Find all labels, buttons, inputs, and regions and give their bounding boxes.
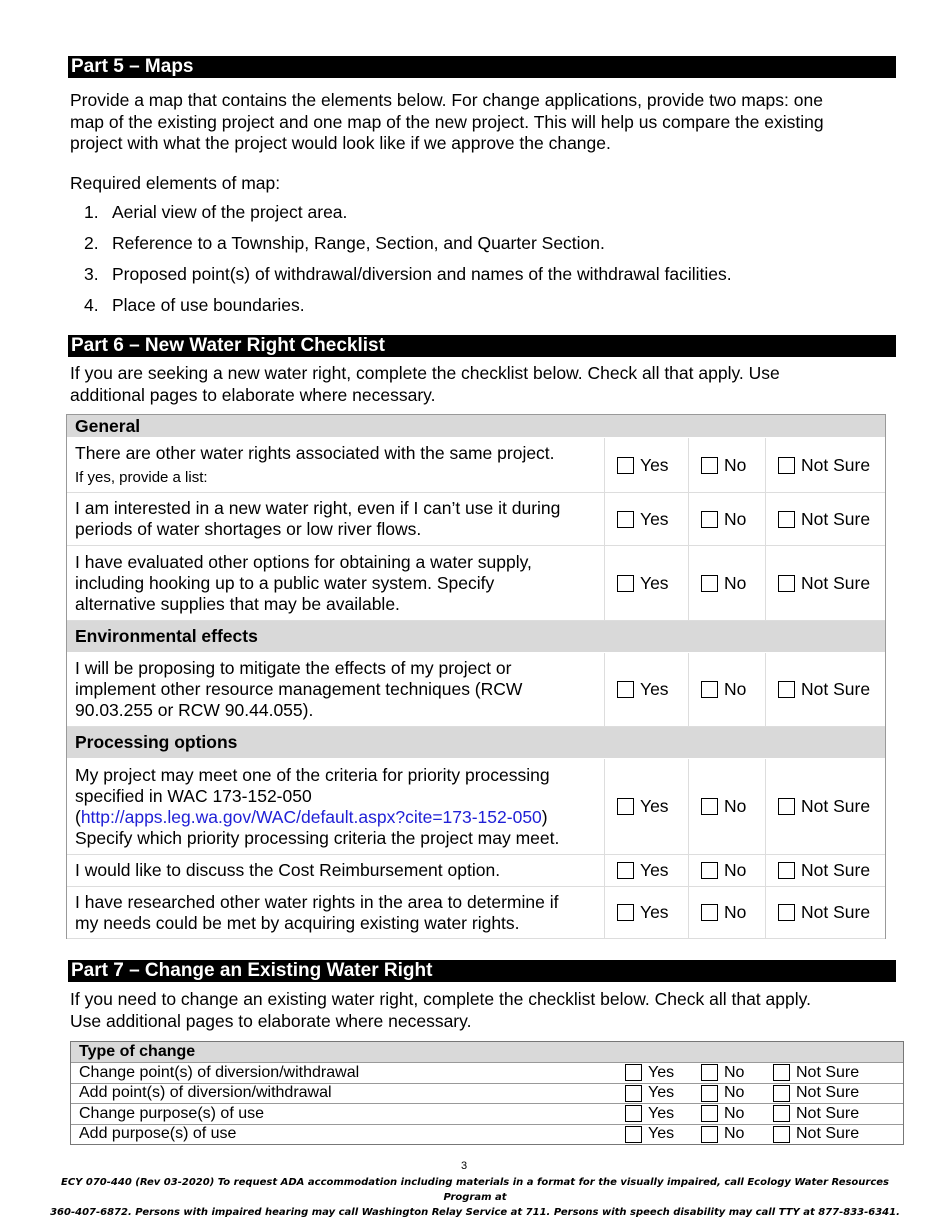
yes-checkbox[interactable] <box>625 1105 642 1122</box>
yes-option[interactable]: Yes <box>605 653 689 726</box>
yes-checkbox[interactable] <box>625 1126 642 1143</box>
not-sure-checkbox[interactable] <box>773 1085 790 1102</box>
yes-checkbox[interactable] <box>617 575 634 592</box>
yes-option[interactable]: Yes <box>605 493 689 545</box>
not-sure-checkbox[interactable] <box>778 575 795 592</box>
list-item: 4. Place of use boundaries. <box>84 295 305 315</box>
yes-checkbox[interactable] <box>625 1085 642 1102</box>
yes-checkbox[interactable] <box>617 798 634 815</box>
not-sure-checkbox[interactable] <box>778 511 795 528</box>
environmental-effects-header: Environmental effects <box>67 621 885 653</box>
part7-title: Part 7 – Change an Existing Water Right <box>68 960 896 982</box>
not-sure-option[interactable]: Not Sure <box>766 759 885 854</box>
not-sure-option[interactable]: Not Sure <box>766 653 885 726</box>
yes-checkbox[interactable] <box>625 1064 642 1081</box>
not-sure-option[interactable]: Not Sure <box>766 493 885 545</box>
yes-option[interactable]: Yes <box>615 1064 699 1082</box>
change-water-right-checklist <box>70 1041 904 1145</box>
list-item: 2. Reference to a Township, Range, Section, and Quarter Section. <box>84 233 605 253</box>
yes-option[interactable]: Yes <box>605 855 689 886</box>
processing-options-header: Processing options <box>67 727 885 759</box>
part5-intro-line: map of the existing project and one map of the new project. This will help us compare the existing <box>70 111 824 132</box>
part5-intro <box>70 90 896 155</box>
no-option[interactable]: No <box>699 1084 767 1102</box>
not-sure-option[interactable]: Not Sure <box>766 855 885 886</box>
yes-checkbox[interactable] <box>617 904 634 921</box>
not-sure-checkbox[interactable] <box>778 457 795 474</box>
footer-notice: ECY 070-440 (Rev 03-2020) To request ADA accommodation including materials in a format for the visually impaired, call Ecology Water Resources Program at 360-407-6872. Persons with impaired hearing may call Washington Relay Service at 711. Persons with speech disability may call TTY at 877-833-6341. <box>50 1177 900 1218</box>
not-sure-option[interactable]: Not Sure <box>766 546 885 620</box>
part7-intro: If you need to change an existing water right, complete the checklist below. Check all that apply. Use additional pages to elaborate where necessary. <box>70 989 811 1031</box>
no-option[interactable]: No <box>689 438 766 492</box>
table-row: I will be proposing to mitigate the effects of my project or implement other resource management techniques (RCW 90.03.255 or RCW 90.44.055). Yes No Not Sure <box>67 653 885 727</box>
not-sure-option[interactable]: Not Sure <box>767 1064 897 1082</box>
yes-option[interactable]: Yes <box>605 887 689 938</box>
yes-option[interactable]: Yes <box>605 759 689 854</box>
part5-intro-line: project with what the project would look like if we approve the change. <box>70 133 611 153</box>
not-sure-checkbox[interactable] <box>773 1064 790 1081</box>
new-water-right-checklist <box>66 414 886 939</box>
no-option[interactable]: No <box>689 493 766 545</box>
yes-option[interactable]: Yes <box>615 1105 699 1123</box>
no-option[interactable]: No <box>699 1105 767 1123</box>
yes-option[interactable]: Yes <box>615 1125 699 1143</box>
table-row: Change purpose(s) of use Yes No Not Sure <box>71 1103 903 1124</box>
no-option[interactable]: No <box>689 653 766 726</box>
table-row: I am interested in a new water right, even if I can’t use it during periods of water shortages or low river flows. Yes No Not Sure <box>67 493 885 546</box>
no-checkbox[interactable] <box>701 798 718 815</box>
no-checkbox[interactable] <box>701 904 718 921</box>
not-sure-option[interactable]: Not Sure <box>766 887 885 938</box>
no-checkbox[interactable] <box>701 457 718 474</box>
table-row: I have evaluated other options for obtaining a water supply, including hooking up to a public water system. Specify alternative supplies that may be available. Yes No Not Sure <box>67 546 885 621</box>
page-number: 3 <box>460 1160 468 1172</box>
no-option[interactable]: No <box>689 887 766 938</box>
not-sure-checkbox[interactable] <box>773 1105 790 1122</box>
wac-link[interactable]: http://apps.leg.wa.gov/WAC/default.aspx?cite=173-152-050 <box>80 806 542 827</box>
required-elements-label: Required elements of map: <box>70 173 281 193</box>
yes-checkbox[interactable] <box>617 511 634 528</box>
no-option[interactable]: No <box>699 1125 767 1143</box>
yes-checkbox[interactable] <box>617 862 634 879</box>
table-row: Change point(s) of diversion/withdrawal Yes No Not Sure <box>71 1062 903 1083</box>
not-sure-checkbox[interactable] <box>778 904 795 921</box>
required-elements-list <box>84 197 884 321</box>
no-option[interactable]: No <box>689 855 766 886</box>
yes-option[interactable]: Yes <box>615 1084 699 1102</box>
not-sure-option[interactable]: Not Sure <box>767 1125 897 1143</box>
not-sure-checkbox[interactable] <box>773 1126 790 1143</box>
list-item: 1. Aerial view of the project area. <box>84 202 348 222</box>
no-option[interactable]: No <box>689 546 766 620</box>
table-row: My project may meet one of the criteria for priority processing specified in WAC 173-152-050 (http://apps.leg.wa.gov/WAC/default.aspx?cite=173-152-050) Specify which priority processing criteria the project may meet. Yes No Not Sure <box>67 759 885 855</box>
no-checkbox[interactable] <box>701 862 718 879</box>
list-item: 3. Proposed point(s) of withdrawal/diversion and names of the withdrawal facilities. <box>84 264 732 284</box>
table-row: I have researched other water rights in the area to determine if my needs could be met by acquiring existing water rights. Yes No Not Sure <box>67 887 885 939</box>
not-sure-option[interactable]: Not Sure <box>766 438 885 492</box>
no-option[interactable]: No <box>699 1064 767 1082</box>
type-of-change-header: Type of change <box>71 1042 903 1062</box>
yes-option[interactable]: Yes <box>605 546 689 620</box>
not-sure-checkbox[interactable] <box>778 798 795 815</box>
not-sure-option[interactable]: Not Sure <box>767 1105 897 1123</box>
table-row: There are other water rights associated with the same project. If yes, provide a list: Yes No Not Sure <box>67 438 885 493</box>
yes-checkbox[interactable] <box>617 457 634 474</box>
yes-option[interactable]: Yes <box>605 438 689 492</box>
no-checkbox[interactable] <box>701 511 718 528</box>
yes-checkbox[interactable] <box>617 681 634 698</box>
part6-intro: If you are seeking a new water right, complete the checklist below. Check all that apply. Use additional pages to elaborate where necessary. <box>70 363 780 405</box>
general-header: General <box>67 415 885 438</box>
table-row: Add point(s) of diversion/withdrawal Yes No Not Sure <box>71 1083 903 1104</box>
not-sure-checkbox[interactable] <box>778 862 795 879</box>
table-row: Add purpose(s) of use Yes No Not Sure <box>71 1124 903 1145</box>
not-sure-checkbox[interactable] <box>778 681 795 698</box>
no-checkbox[interactable] <box>701 1064 718 1081</box>
no-checkbox[interactable] <box>701 1085 718 1102</box>
part5-title: Part 5 – Maps <box>68 56 896 78</box>
not-sure-option[interactable]: Not Sure <box>767 1084 897 1102</box>
part5-intro-line: Provide a map that contains the elements below. For change applications, provide two maps: one <box>70 90 823 110</box>
no-checkbox[interactable] <box>701 1105 718 1122</box>
no-option[interactable]: No <box>689 759 766 854</box>
no-checkbox[interactable] <box>701 1126 718 1143</box>
no-checkbox[interactable] <box>701 575 718 592</box>
part6-title: Part 6 – New Water Right Checklist <box>68 335 896 357</box>
no-checkbox[interactable] <box>701 681 718 698</box>
table-row: I would like to discuss the Cost Reimbursement option. Yes No Not Sure <box>67 855 885 887</box>
